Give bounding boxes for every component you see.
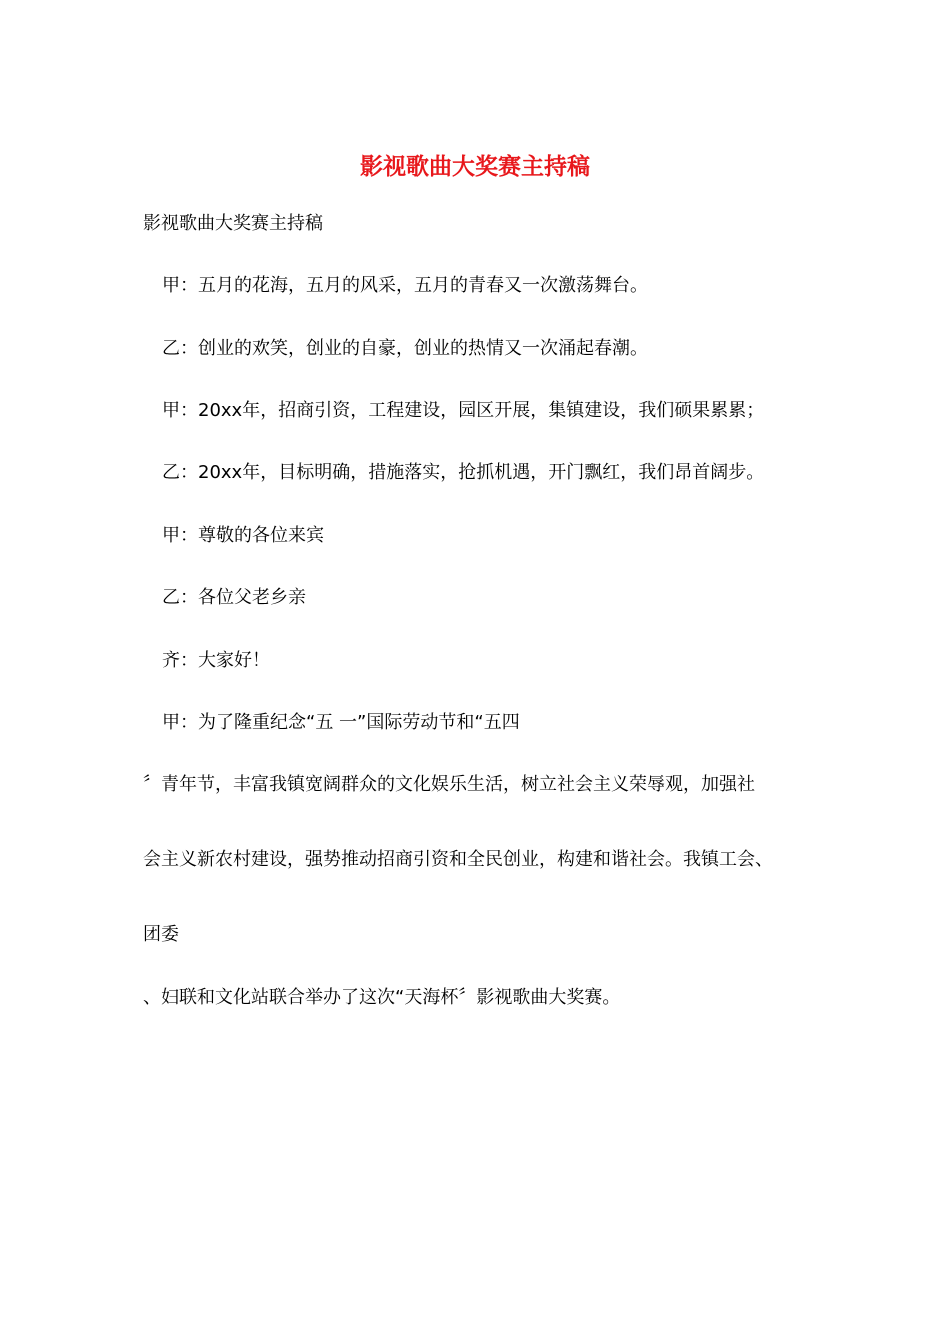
paragraph-line: 乙：20xx年，目标明确，措施落实，抢抓机遇，开门飘红，我们昂首阔步。 — [162, 462, 765, 483]
paragraph-line: 乙：各位父老乡亲 — [162, 587, 306, 608]
paragraph-line: 、妇联和文化站联合举办了这次“天海杯〞影视歌曲大奖赛。 — [143, 987, 621, 1008]
paragraph-line: 齐：大家好！ — [162, 650, 270, 671]
paragraph-line: 甲：尊敬的各位来宾 — [162, 525, 324, 546]
paragraph-line: 〞青年节，丰富我镇宽阔群众的文化娱乐生活，树立社会主义荣辱观，加强社 — [143, 774, 755, 795]
paragraph-line: 甲：为了隆重纪念“五 一”国际劳动节和“五四 — [162, 712, 520, 733]
paragraph-line: 会主义新农村建设，强势推动招商引资和全民创业，构建和谐社会。我镇工会、 — [143, 849, 773, 870]
document-title: 影视歌曲大奖赛主持稿 — [360, 153, 590, 180]
paragraph-line: 团委 — [143, 924, 179, 945]
paragraph-line: 甲：五月的花海，五月的风采，五月的青春又一次激荡舞台。 — [162, 275, 648, 296]
paragraph-line: 甲：20xx年，招商引资，工程建设，园区开展，集镇建设，我们硕果累累； — [162, 400, 765, 421]
paragraph-line: 乙：创业的欢笑，创业的自豪，创业的热情又一次涌起春潮。 — [162, 338, 648, 359]
document-subtitle: 影视歌曲大奖赛主持稿 — [143, 213, 323, 234]
